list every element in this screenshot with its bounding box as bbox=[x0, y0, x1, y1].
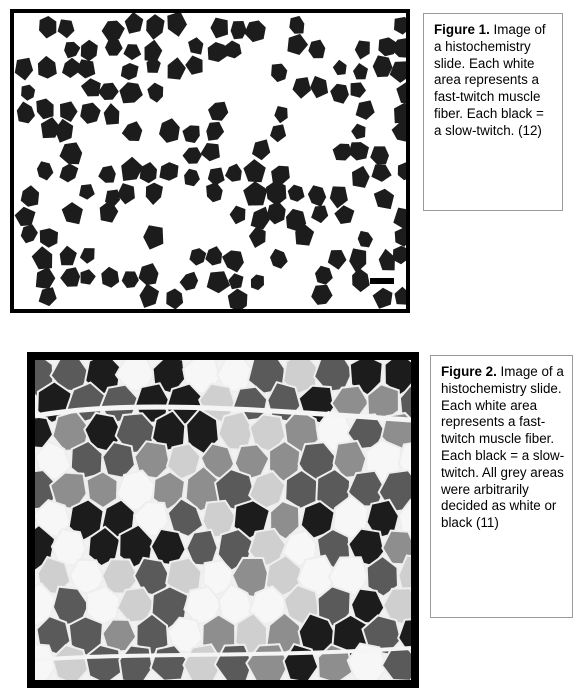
slow-twitch-fiber bbox=[308, 185, 326, 206]
slow-twitch-fiber bbox=[39, 16, 56, 39]
slow-twitch-fiber bbox=[101, 267, 119, 288]
slow-twitch-fiber bbox=[140, 162, 157, 183]
slow-twitch-fiber bbox=[370, 146, 389, 164]
slow-twitch-fiber bbox=[117, 183, 135, 204]
figure-2-caption-title: Figure 2. bbox=[441, 364, 497, 379]
slow-twitch-fiber bbox=[79, 184, 95, 200]
slow-twitch-fiber bbox=[200, 143, 220, 161]
slow-twitch-fiber bbox=[271, 64, 287, 83]
slow-twitch-fiber bbox=[147, 83, 163, 103]
slow-twitch-fiber bbox=[249, 227, 266, 248]
slow-twitch-fiber bbox=[207, 271, 230, 293]
slow-twitch-fiber bbox=[396, 81, 406, 104]
slow-twitch-fiber bbox=[358, 231, 373, 248]
slow-twitch-fiber bbox=[140, 284, 160, 308]
slow-twitch-fiber bbox=[188, 37, 203, 54]
slow-twitch-fiber bbox=[308, 40, 325, 59]
slow-twitch-fiber bbox=[119, 82, 142, 103]
slow-twitch-fiber bbox=[122, 121, 143, 141]
slow-twitch-fiber bbox=[59, 164, 78, 183]
slow-twitch-fiber bbox=[330, 84, 349, 104]
slow-twitch-fiber bbox=[315, 266, 333, 285]
slow-twitch-fiber bbox=[62, 202, 83, 224]
slow-twitch-fiber bbox=[311, 285, 332, 305]
slow-twitch-fiber bbox=[36, 267, 56, 289]
slow-twitch-fiber bbox=[122, 271, 139, 288]
slow-twitch-fiber bbox=[76, 59, 95, 78]
slow-twitch-fiber bbox=[311, 206, 328, 224]
slow-twitch-fiber bbox=[146, 14, 164, 40]
slow-twitch-fiber bbox=[167, 13, 187, 37]
slow-twitch-fiber bbox=[390, 61, 406, 83]
slow-twitch-fiber bbox=[393, 246, 406, 264]
figure-1-panel-letter: b bbox=[26, 24, 35, 40]
slow-twitch-fiber bbox=[274, 106, 287, 123]
slow-twitch-fiber bbox=[243, 181, 267, 205]
slow-twitch-fiber bbox=[208, 102, 228, 121]
slow-twitch-fiber bbox=[98, 83, 119, 100]
slow-twitch-fiber bbox=[60, 142, 83, 164]
slow-twitch-fiber bbox=[182, 125, 199, 143]
scale-bar bbox=[370, 278, 394, 284]
figure-1-caption bbox=[423, 13, 563, 211]
slow-twitch-fiber bbox=[80, 248, 95, 264]
slow-twitch-fiber bbox=[32, 246, 53, 269]
slow-twitch-fiber bbox=[159, 162, 178, 181]
slow-twitch-fiber bbox=[39, 287, 57, 306]
slow-twitch-fiber bbox=[395, 227, 406, 247]
slow-twitch-fiber bbox=[251, 275, 264, 291]
slow-twitch-fiber bbox=[287, 34, 308, 55]
slow-twitch-fiber bbox=[206, 122, 224, 141]
slow-twitch-fiber bbox=[166, 289, 183, 310]
slow-twitch-fiber bbox=[251, 207, 270, 230]
figure-1-image bbox=[10, 9, 410, 313]
slow-twitch-fiber bbox=[139, 263, 159, 285]
slow-twitch-fiber bbox=[392, 122, 406, 141]
slow-twitch-fiber bbox=[17, 102, 35, 124]
slow-twitch-fiber bbox=[270, 124, 286, 142]
slow-twitch-fiber bbox=[353, 63, 368, 79]
slow-twitch-fiber bbox=[266, 181, 286, 206]
slow-twitch-fiber bbox=[15, 207, 36, 226]
slow-twitch-fiber bbox=[394, 17, 406, 35]
figure-1-caption-title: Figure 1. bbox=[434, 22, 490, 37]
slow-twitch-fiber bbox=[230, 206, 246, 225]
slow-twitch-fiber bbox=[252, 139, 270, 160]
slow-twitch-fiber bbox=[183, 147, 202, 164]
slow-twitch-fiber bbox=[208, 42, 228, 62]
slow-twitch-fiber bbox=[36, 99, 53, 120]
slow-twitch-fiber bbox=[21, 224, 38, 243]
slow-twitch-fiber bbox=[98, 166, 116, 183]
slow-twitch-fiber bbox=[288, 185, 305, 202]
figure-1-micrograph bbox=[14, 13, 406, 309]
slow-twitch-fiber bbox=[352, 166, 370, 188]
slow-twitch-fiber bbox=[271, 166, 290, 184]
slow-twitch-fiber bbox=[205, 246, 222, 265]
slow-twitch-fiber bbox=[185, 56, 202, 75]
slow-twitch-fiber bbox=[168, 57, 186, 79]
slow-twitch-fiber bbox=[81, 269, 96, 284]
slow-twitch-fiber bbox=[125, 13, 144, 34]
slow-twitch-fiber bbox=[60, 101, 78, 122]
slow-twitch-fiber bbox=[159, 118, 180, 143]
figure-1-caption-text: Image of a histochemistry slide. Each white area represents a fast-twitch muscle fiber. Each black = a slow-twitch. (12) bbox=[434, 22, 546, 138]
slow-twitch-fiber bbox=[330, 186, 348, 208]
slow-twitch-fiber bbox=[38, 56, 57, 79]
slow-twitch-fiber bbox=[60, 246, 77, 266]
slow-twitch-fiber bbox=[351, 124, 365, 140]
slow-twitch-fiber bbox=[289, 16, 304, 34]
slow-twitch-fiber bbox=[352, 268, 370, 292]
figure-1-fibers bbox=[15, 13, 406, 309]
slow-twitch-fiber bbox=[243, 159, 265, 182]
slow-twitch-fiber bbox=[374, 189, 394, 209]
slow-twitch-fiber bbox=[231, 21, 247, 39]
slow-twitch-fiber bbox=[21, 185, 39, 206]
slow-twitch-fiber bbox=[123, 44, 141, 60]
slow-twitch-fiber bbox=[62, 58, 80, 78]
slow-twitch-fiber bbox=[21, 85, 35, 101]
slow-twitch-fiber bbox=[267, 202, 286, 225]
slow-twitch-fiber bbox=[15, 58, 33, 81]
slow-twitch-fiber bbox=[121, 157, 143, 181]
slow-twitch-fiber bbox=[228, 273, 243, 289]
slow-twitch-fiber bbox=[58, 19, 75, 38]
slow-twitch-fiber bbox=[180, 272, 199, 291]
slow-twitch-fiber bbox=[102, 21, 125, 42]
slow-twitch-fiber bbox=[355, 41, 370, 60]
slow-twitch-fiber bbox=[40, 228, 58, 247]
slow-twitch-fiber bbox=[222, 250, 244, 272]
slow-twitch-fiber bbox=[333, 60, 347, 75]
slow-twitch-fiber bbox=[270, 249, 288, 269]
slow-twitch-fiber bbox=[293, 77, 312, 99]
figure-2-image bbox=[27, 352, 419, 688]
slow-twitch-fiber bbox=[81, 40, 98, 62]
slow-twitch-fiber bbox=[310, 76, 328, 98]
slow-twitch-fiber bbox=[349, 248, 366, 273]
slow-twitch-fiber bbox=[371, 164, 391, 182]
slow-twitch-fiber bbox=[121, 63, 139, 80]
slow-twitch-fiber bbox=[349, 142, 369, 160]
slow-twitch-fiber bbox=[356, 100, 375, 120]
slow-twitch-fiber bbox=[143, 225, 163, 249]
slow-twitch-fiber bbox=[104, 103, 120, 125]
slow-twitch-fiber bbox=[225, 164, 242, 182]
slow-twitch-fiber bbox=[206, 182, 223, 202]
slow-twitch-fiber bbox=[393, 208, 406, 230]
slow-twitch-fiber bbox=[224, 41, 241, 59]
slow-twitch-fiber bbox=[394, 103, 406, 124]
slow-twitch-fiber bbox=[228, 289, 248, 309]
slow-twitch-fiber bbox=[81, 78, 101, 96]
slow-twitch-fiber bbox=[373, 288, 393, 309]
figure-2-micrograph bbox=[35, 360, 411, 680]
slow-twitch-fiber bbox=[184, 169, 200, 187]
slow-twitch-fiber bbox=[60, 267, 80, 287]
slow-twitch-fiber bbox=[80, 103, 101, 124]
slow-twitch-fiber bbox=[64, 42, 80, 59]
slow-twitch-fiber bbox=[244, 20, 266, 42]
slow-twitch-fiber bbox=[37, 161, 54, 180]
slow-twitch-fiber bbox=[379, 249, 395, 271]
slow-twitch-fiber bbox=[105, 39, 123, 56]
slow-twitch-fiber bbox=[189, 248, 206, 266]
slow-twitch-fiber bbox=[398, 162, 406, 180]
slow-twitch-fiber bbox=[55, 119, 74, 143]
figure-2-caption bbox=[430, 355, 573, 618]
slow-twitch-fiber bbox=[146, 183, 163, 205]
slow-twitch-fiber bbox=[351, 82, 366, 97]
slow-twitch-fiber bbox=[395, 287, 407, 305]
figure-2-caption-text: Image of a histochemistry slide. Each white area represents a fast-twitch muscle fiber. Each black = a slow-twitch. All grey areas were arbitrarily decided as white or black (11) bbox=[441, 364, 565, 531]
slow-twitch-fiber bbox=[373, 55, 393, 77]
slow-twitch-fiber bbox=[210, 18, 228, 39]
slow-twitch-fiber bbox=[328, 250, 347, 270]
